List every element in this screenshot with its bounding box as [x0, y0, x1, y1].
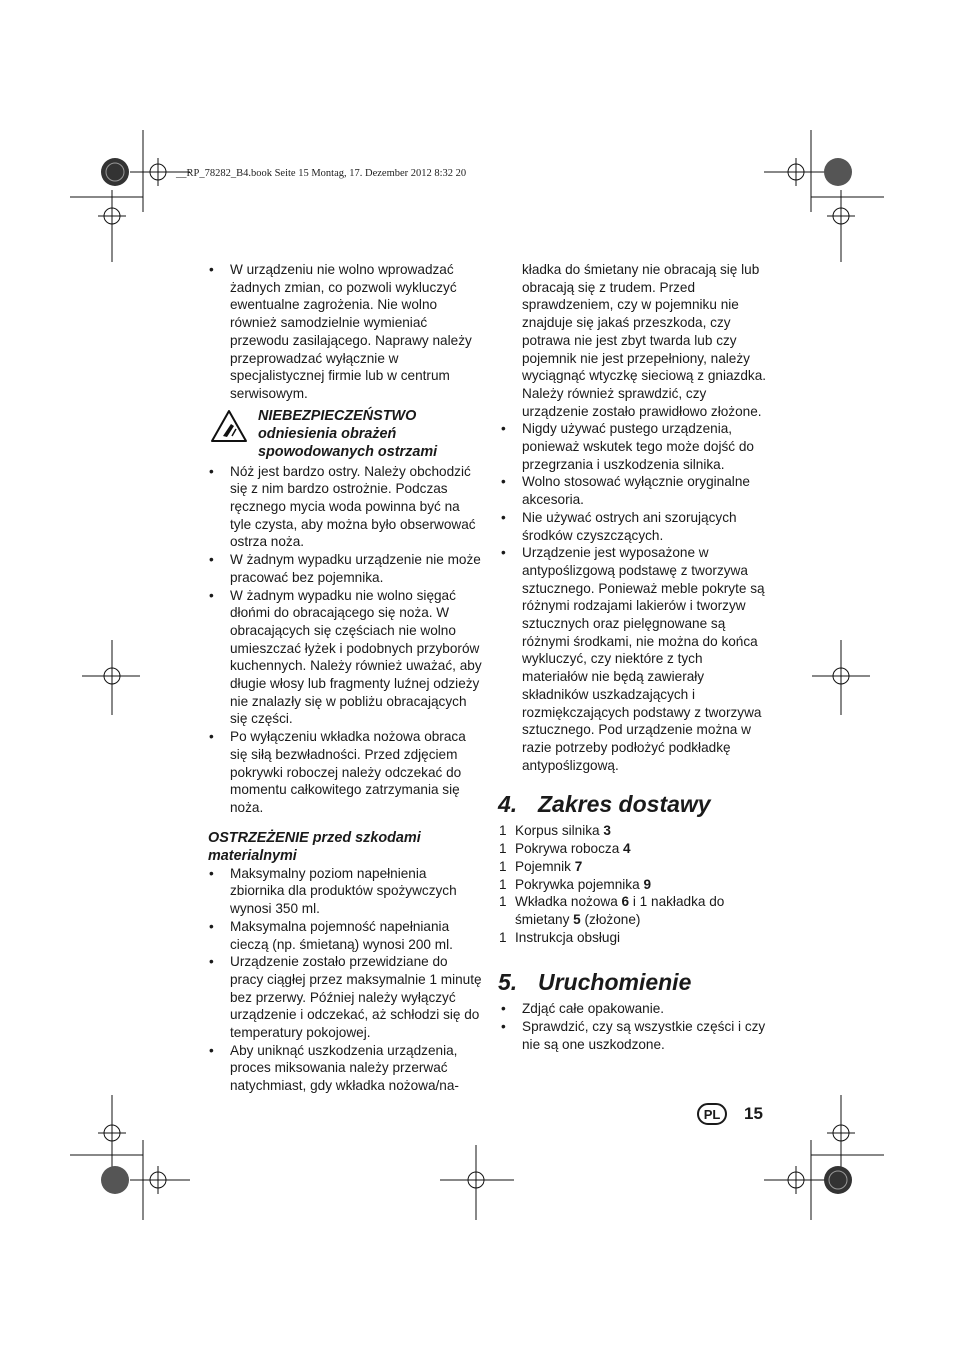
part-item: 1 Pokrywka pojemnika 9: [499, 876, 651, 892]
language-badge: PL: [697, 1103, 727, 1125]
intro-list: [206, 261, 482, 403]
danger-title: NIEBEZPIECZEŃSTWO odniesienia obrażeń spowodowanych ostrzami: [258, 407, 438, 460]
list-item: • W żadnym wypadku urządzenie nie może pracować bez pojemnika.: [206, 551, 482, 586]
list-item: • Aby uniknąć uszkodzenia urządzenia, proces miksowania należy przerwać natychmiast, gdy wkładka nożowa/na-: [206, 1042, 482, 1095]
section-number: 5.: [498, 969, 518, 996]
list-item: • Nóż jest bardzo ostry. Należy obchodzić się z nim bardzo ostrożnie. Podczas ręcznego mycia woda powinna być na tyle czysta, aby można było obserwować ostrza noża.: [206, 463, 482, 552]
cut-hazard-warning-icon: [210, 409, 248, 443]
print-file-header: __RP_78282_B4.book Seite 15 Montag, 17. Dezember 2012 8:32 20: [176, 168, 467, 179]
page-footer: [697, 1103, 763, 1125]
list-item: • Sprawdzić, czy są wszystkie części i czy nie są one uszkodzone.: [498, 1018, 772, 1053]
section-title: Zakres dostawy: [538, 791, 711, 818]
section-4-heading: [498, 790, 772, 818]
startup-list: [498, 1000, 772, 1053]
color-target-icon: [101, 158, 129, 186]
part-item: 1 Pojemnik 7: [499, 858, 583, 874]
list-item: • Zdjąć całe opakowanie.: [498, 1000, 772, 1018]
list-item: • W urządzeniu nie wolno wprowadzać żadnych zmian, co pozwoli wykluczyć ewentualne zagrożenia. Nie wolno również samodzielnie wymieniać przewodu zasilającego. Naprawy należy przeprowadzać wyłącznie w specjalistycznej firmie lub w centrum serwisowym.: [206, 261, 482, 403]
list-item-continuation: kładka do śmietany nie obracają się lub obracają się z trudem. Przed sprawdzeniem, czy w pojemniku nie znajduje się jakaś przeszkoda, czy potrawa nie jest zbyt twarda lub czy pojemnik nie jest przepełniony, należy wyciągnąć wtyczkę sieciową z gniazdka. Należy również sprawdzić, czy urządzenie zostało prawidłowo złożone.: [522, 262, 767, 419]
list-item: • W żadnym wypadku nie wolno sięgać dłońmi do obracającego się noża. W obracających się częściach nie wolno umieszczać łyżek i podobnych przyborów kuchennych. Należy również uważać, aby długie włosy lub fragmenty luźnej odzieży nie znalazły się w pobliżu obracających się części.: [206, 587, 482, 729]
part-item: 1 Wkładka nożowa 6 i 1 nakładka do śmietany 5 (złożone): [499, 894, 725, 927]
caution-list: [206, 865, 482, 1095]
list-item: • Nigdy używać pustego urządzenia, ponieważ wskutek tego może dojść do przegrzania i uszkodzenia silnika.: [498, 420, 772, 473]
right-column: [498, 261, 772, 1053]
list-item: • Urządzenie jest wyposażone w antypoślizgową podstawę z tworzywa sztucznego. Ponieważ meble pokryte są różnymi rodzajami lakierów i tworzyw sztucznych oraz pielęgnowane są różnymi środkami, nie można do końca wykluczyć, czy niektóre z tych materiałów nie będą zawierały składników uszkadzających i rozmiękczających podstawy z tworzywa sztucznego. Pod urządzenie można w razie potrzeby podłożyć podkładkę antypoślizgową.: [498, 544, 772, 774]
section-5-heading: [498, 968, 772, 996]
delivery-parts-list: [498, 822, 772, 946]
list-item: • Wolno stosować wyłącznie oryginalne akcesoria.: [498, 473, 772, 508]
list-item: • Po wyłączeniu wkładka nożowa obraca się siłą bezwładności. Przed zdjęciem pokrywki roboczej należy odczekać do momentu całkowitego zatrzymania się noża.: [206, 728, 482, 817]
list-item: • Urządzenie zostało przewidziane do pracy ciągłej przez maksymalnie 1 minutę bez przerwy. Później należy wyłączyć urządzenie i odczekać, aż schłodzi się do temperatury pokojowej.: [206, 953, 482, 1042]
section-title: Uruchomienie: [538, 969, 692, 996]
caution-title: OSTRZEŻENIE przed szkodami materialnymi: [208, 829, 421, 864]
list-item: • Nie używać ostrych ani szorujących środków czyszczących.: [498, 509, 772, 544]
section-number: 4.: [498, 791, 518, 818]
part-item: 1 Korpus silnika 3: [499, 823, 611, 839]
continued-list: [498, 261, 772, 774]
left-column: [206, 261, 482, 1095]
danger-warning: [206, 407, 482, 461]
list-item: • Maksymalna pojemność napełniania cieczą (np. śmietaną) wynosi 200 ml.: [206, 918, 482, 953]
list-item: • Maksymalny poziom napełnienia zbiornika dla produktów spożywczych wynosi 350 ml.: [206, 865, 482, 918]
part-item: 1 Instrukcja obsługi: [499, 929, 621, 945]
page-number: 15: [744, 1104, 763, 1123]
part-item: 1 Pokrywa robocza 4: [499, 841, 631, 857]
danger-list: [206, 463, 482, 817]
